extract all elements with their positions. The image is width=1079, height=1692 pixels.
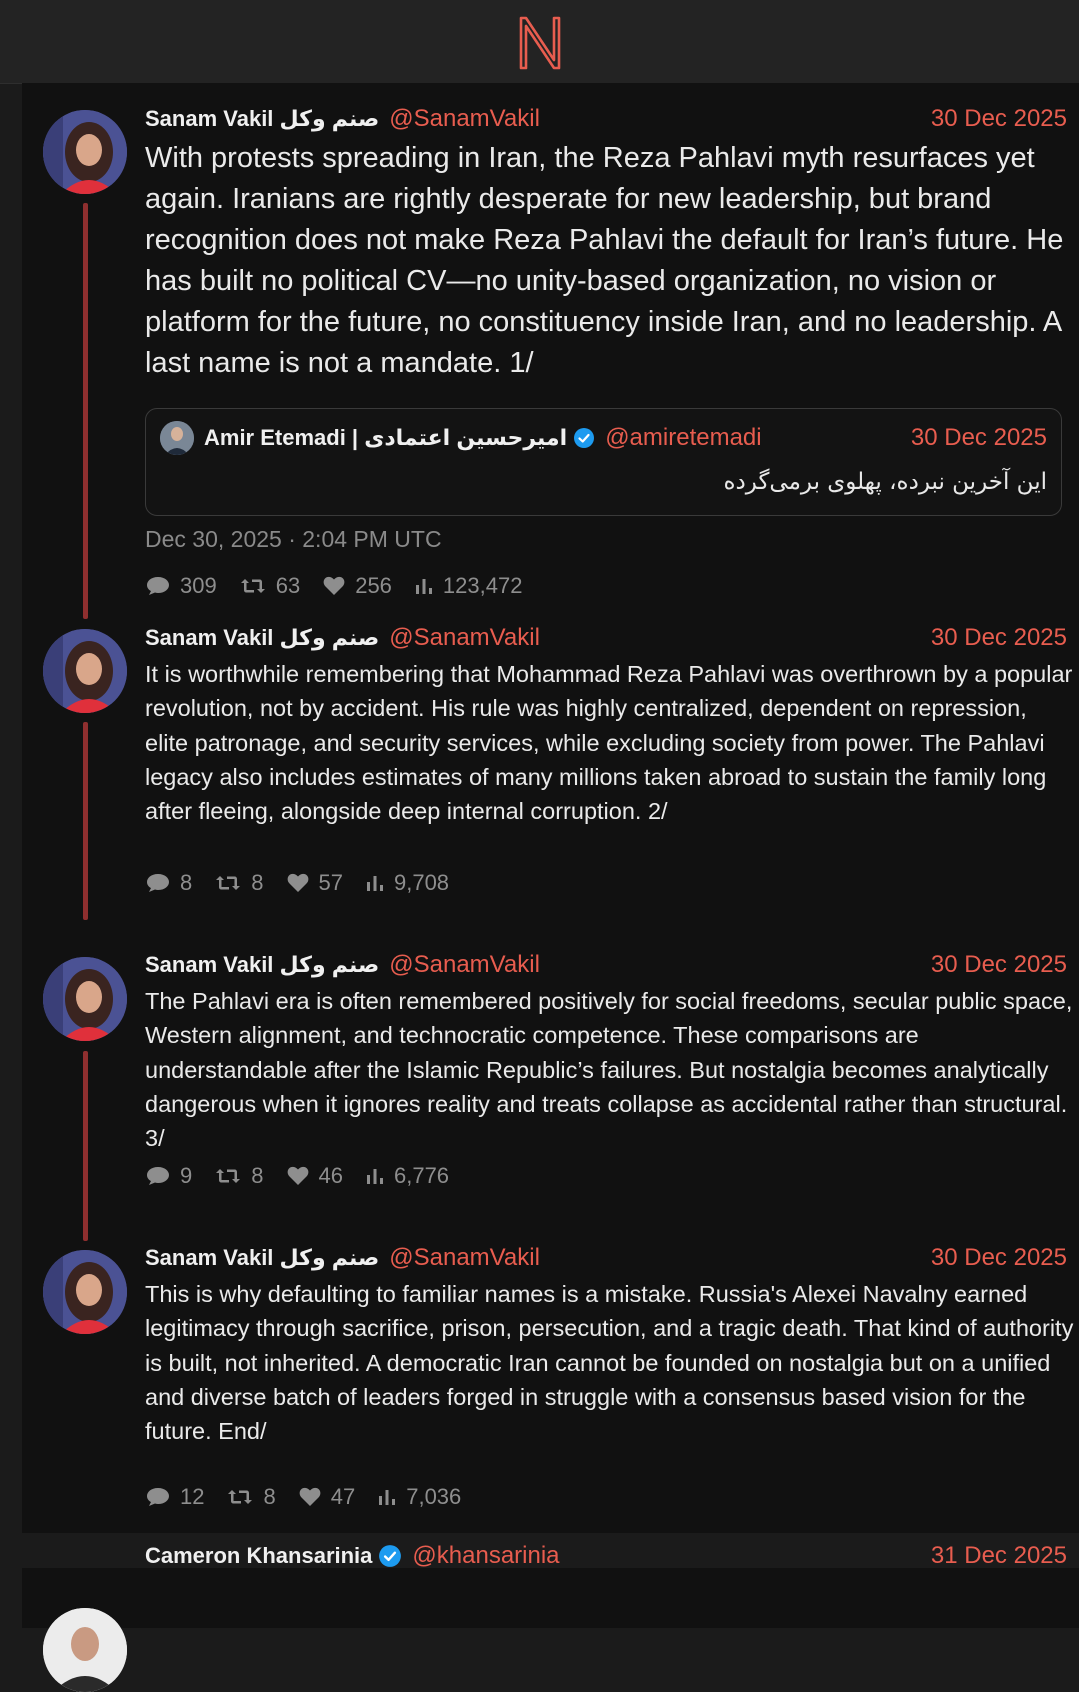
replies-count: 309 <box>180 573 217 598</box>
retweets-count: 8 <box>263 1484 276 1509</box>
replies-stat[interactable] <box>145 1163 192 1189</box>
tweet-text: The Pahlavi era is often remembered positively for social freedoms, secular public space, Western alignment, and technocratic competence. These comparisons are understandable after the Islamic Republic’s failures. But nostalgia becomes analytically dangerous when it ignores reality and treats collapse as accidental rather than structural. 3/ <box>145 988 1073 1152</box>
views-count: 123,472 <box>442 573 523 598</box>
heart-icon <box>286 1165 310 1187</box>
views-chart-icon <box>377 1487 397 1507</box>
views-stat[interactable] <box>365 870 449 896</box>
comment-icon <box>145 872 171 894</box>
comment-icon <box>145 1486 171 1508</box>
replies-count: 12 <box>180 1484 205 1509</box>
likes-stat[interactable] <box>298 1484 355 1510</box>
views-count: 9,708 <box>393 870 450 895</box>
author-name[interactable]: Sanam Vakil صنم وکل <box>145 1245 380 1270</box>
retweets-count: 8 <box>251 870 264 895</box>
author-handle[interactable]: @SanamVakil <box>389 624 540 651</box>
quote-author-name[interactable]: Amir Etemadi | امیرحسین اعتمادی <box>204 425 568 450</box>
retweets-count: 63 <box>275 573 301 598</box>
next-tweet[interactable] <box>22 1542 1079 1628</box>
views-chart-icon <box>365 1166 385 1186</box>
likes-count: 57 <box>318 870 343 895</box>
replies-stat[interactable] <box>145 573 217 599</box>
tweet-stats <box>145 1482 483 1512</box>
tweet-header <box>145 950 1067 980</box>
avatar[interactable] <box>43 629 127 713</box>
tweet-timestamp[interactable]: Dec 30, 2025 · 2:04 PM UTC <box>145 526 442 552</box>
author-handle[interactable]: @SanamVakil <box>389 1244 540 1271</box>
views-chart-icon <box>365 873 385 893</box>
avatar[interactable] <box>43 1250 127 1334</box>
tweet-date[interactable]: 30 Dec 2025 <box>930 105 1067 132</box>
author-name[interactable]: Sanam Vakil صنم وکل <box>145 106 380 131</box>
quote-header <box>160 423 1047 453</box>
nitter-logo-icon[interactable] <box>515 12 565 72</box>
verified-badge-icon <box>573 427 595 449</box>
quote-author-handle[interactable]: @amiretemadi <box>605 424 762 451</box>
retweets-stat[interactable] <box>226 1484 275 1510</box>
quote-date[interactable]: 30 Dec 2025 <box>910 424 1047 451</box>
thread-line <box>83 1051 88 1241</box>
tweet-text: This is why defaulting to familiar names is a mistake. Russia's Alexei Navalny earned legitimacy through sacrifice, prison, persecution, and a tragic death. That kind of authority is built, not inherited. A democratic Iran cannot be founded on nostalgia but on a unified and diverse batch of leaders forged in struggle with a consensus based vision for the future. End/ <box>145 1281 1074 1445</box>
author-name[interactable]: Sanam Vakil صنم وکل <box>145 952 380 977</box>
retweet-icon <box>214 872 242 894</box>
replies-stat[interactable] <box>145 1484 204 1510</box>
retweet-icon <box>239 575 267 597</box>
retweets-stat[interactable] <box>214 1163 263 1189</box>
retweets-count: 8 <box>251 1163 264 1188</box>
author-name[interactable]: Sanam Vakil صنم وکل <box>145 625 380 650</box>
tweet-header <box>145 104 1067 134</box>
thread-line <box>83 722 88 920</box>
tweet-header <box>145 623 1067 653</box>
tweet-text: With protests spreading in Iran, the Reza Pahlavi myth resurfaces yet again. Iranians are rightly desperate for new leadership, but brand recognition does not make Reza Pahlavi the default for Iran’s future. He has built no political CV—no unity-based organization, no vision or platform for the future, no constituency inside Iran, and no leadership. A last name is not a mandate. 1/ <box>145 142 1064 379</box>
thread-container <box>22 83 1079 1533</box>
views-stat[interactable] <box>365 1163 449 1189</box>
views-count: 7,036 <box>406 1484 462 1509</box>
likes-count: 46 <box>318 1163 343 1188</box>
top-bar <box>0 0 1079 84</box>
heart-icon <box>286 872 310 894</box>
tweet-header <box>145 1541 1067 1571</box>
avatar[interactable] <box>43 957 127 1041</box>
tweet-text: It is worthwhile remembering that Mohammad Reza Pahlavi was overthrown by a popular revolution, not by accident. His rule was highly centralized, dependent on repression, elite patronage, and security services, while excluding society from power. The Pahlavi legacy also includes estimates of many millions taken abroad to sustain the family long after fleeing, alongside deep internal corruption. 2/ <box>145 661 1073 825</box>
likes-stat[interactable] <box>286 870 343 896</box>
likes-stat[interactable] <box>286 1163 343 1189</box>
views-count: 6,776 <box>393 1163 450 1188</box>
retweets-stat[interactable] <box>214 870 263 896</box>
tweet-stats <box>145 1161 471 1191</box>
retweet-icon <box>214 1165 242 1187</box>
views-stat[interactable] <box>414 573 523 599</box>
tweet-date[interactable]: 31 Dec 2025 <box>930 1542 1067 1569</box>
replies-stat[interactable] <box>145 870 192 896</box>
author-handle[interactable]: @khansarinia <box>412 1542 560 1569</box>
replies-count: 9 <box>180 1163 193 1188</box>
thread-line <box>83 203 88 619</box>
comment-icon <box>145 575 171 597</box>
tweet-stats <box>145 571 544 601</box>
heart-icon <box>322 575 346 597</box>
retweet-icon <box>226 1486 254 1508</box>
avatar[interactable] <box>43 110 127 194</box>
views-chart-icon <box>414 576 434 596</box>
likes-stat[interactable] <box>322 573 392 599</box>
quote-text: این آخرین نبرده، پهلوی برمی‌گرده <box>723 469 1047 495</box>
author-name[interactable]: Cameron Khansarinia <box>145 1543 373 1568</box>
quote-avatar[interactable] <box>160 421 194 455</box>
quoted-tweet[interactable] <box>145 408 1062 516</box>
tweet-date[interactable]: 30 Dec 2025 <box>930 624 1067 651</box>
heart-icon <box>298 1486 322 1508</box>
likes-count: 256 <box>355 573 392 598</box>
comment-icon <box>145 1165 171 1187</box>
views-stat[interactable] <box>377 1484 461 1510</box>
retweets-stat[interactable] <box>239 573 300 599</box>
replies-count: 8 <box>180 870 193 895</box>
avatar[interactable] <box>43 1608 127 1692</box>
tweet-header <box>145 1243 1067 1273</box>
tweet-date[interactable]: 30 Dec 2025 <box>930 1244 1067 1271</box>
tweet-stats <box>145 868 471 898</box>
author-handle[interactable]: @SanamVakil <box>389 951 540 978</box>
author-handle[interactable]: @SanamVakil <box>389 105 540 132</box>
tweet-date[interactable]: 30 Dec 2025 <box>930 951 1067 978</box>
likes-count: 47 <box>330 1484 356 1509</box>
verified-badge-icon <box>378 1544 402 1568</box>
